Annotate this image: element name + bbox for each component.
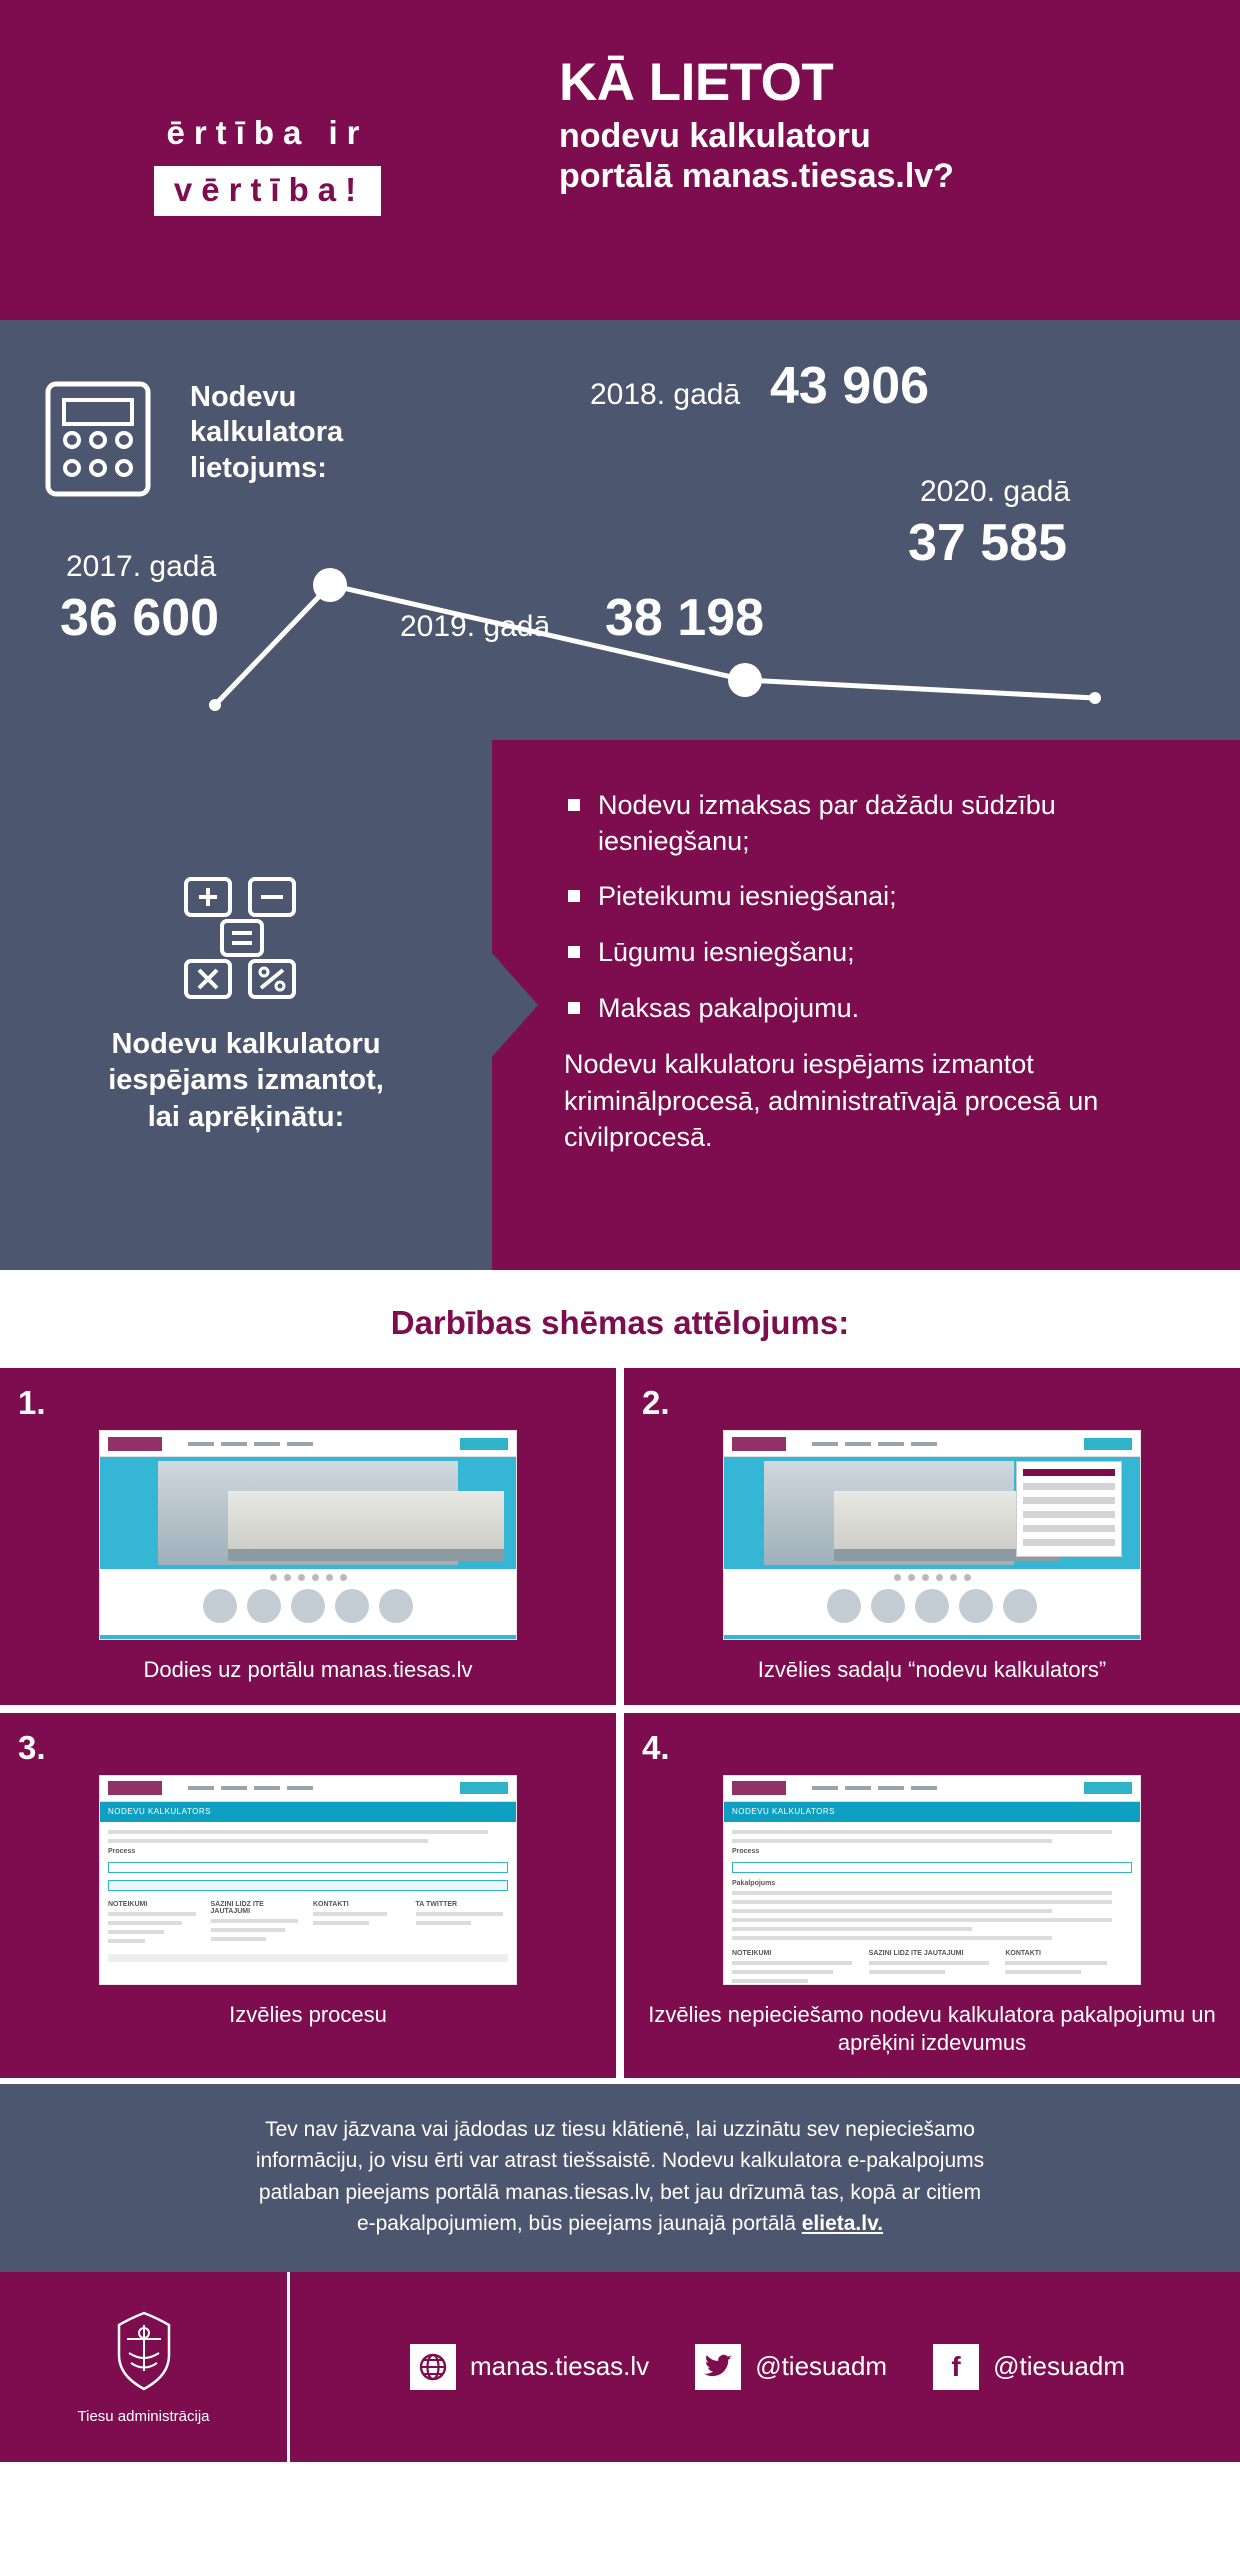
uses-band bbox=[0, 740, 1240, 1270]
step-1-caption: Dodies uz portālu manas.tiesas.lv bbox=[143, 1657, 473, 1682]
step-2-caption: Izvēlies sadaļu “nodevu kalkulators” bbox=[757, 1657, 1107, 1682]
step-3-screenshot: NODEVU KALKULATORS Process NOTEIKUMI SAZINI LIDZ ITE JAUTAJUMI KONTAKTI TA TWITTER bbox=[99, 1775, 517, 1985]
dropdown-menu-mock bbox=[1016, 1461, 1122, 1557]
list-item: Nodevu izmaksas par dažādu sūdzību iesniegšanu; bbox=[564, 788, 1194, 859]
uses-left-line-1: Nodevu kalkulatoru bbox=[111, 1028, 381, 1061]
coat-of-arms-icon bbox=[109, 2309, 179, 2398]
slogan-line-2: vērtība! bbox=[154, 166, 381, 216]
globe-icon bbox=[410, 2344, 456, 2390]
page-subtitle-line-2: portālā manas.tiesas.lv? bbox=[559, 157, 954, 196]
step-1-number: 1. bbox=[18, 1384, 46, 1421]
note-line-1: Tev nav jāzvana vai jādodas uz tiesu klātienē, lai uzzinātu sev nepieciešamo bbox=[265, 2117, 975, 2141]
footer-twitter[interactable] bbox=[695, 2344, 887, 2390]
step-4 bbox=[624, 1713, 1240, 2078]
step-4-number: 4. bbox=[642, 1728, 670, 1766]
uses-note: Nodevu kalkulatoru iespējams izmantot kriminālprocesā, administratīvajā procesā un civilprocesā. bbox=[564, 1049, 1099, 1152]
step-2-number: 2. bbox=[642, 1384, 670, 1421]
steps-grid bbox=[0, 1368, 1240, 2078]
list-item: Pieteikumu iesniegšanai; bbox=[564, 879, 1194, 915]
year-2020-value: 37 585 bbox=[908, 514, 1068, 572]
page-title: KĀ LIETOT bbox=[559, 53, 834, 112]
footer-facebook[interactable] bbox=[933, 2344, 1125, 2390]
step-1-screenshot bbox=[99, 1430, 517, 1640]
year-2017-value: 36 600 bbox=[60, 589, 220, 647]
slogan-block bbox=[0, 0, 535, 320]
uses-right-panel bbox=[492, 740, 1240, 1270]
footer-website[interactable] bbox=[410, 2344, 649, 2390]
year-2019-value: 38 198 bbox=[605, 589, 765, 647]
footer-facebook-handle: @tiesuadm bbox=[993, 2351, 1125, 2382]
step-4-panel-title: NODEVU KALKULATORS bbox=[724, 1802, 1140, 1822]
footer-twitter-handle: @tiesuadm bbox=[755, 2351, 888, 2382]
note-line-3: patlaban pieejams portālā manas.tiesas.lv, bet jau drīzumā tas, kopā ar citiem bbox=[258, 2180, 982, 2204]
header-title-block bbox=[535, 0, 1240, 320]
year-2019-label: 2019. gadā bbox=[400, 610, 551, 643]
note-line-2: informāciju, jo visu ērti var atrast tiešsaistē. Nodevu kalkulatora e-pakalpojums bbox=[255, 2149, 985, 2173]
uses-left-line-2: iespējams izmantot, bbox=[108, 1064, 384, 1097]
step-3-panel-title: NODEVU KALKULATORS bbox=[100, 1802, 516, 1822]
year-2018-value: 43 906 bbox=[770, 357, 930, 415]
note-band bbox=[0, 2084, 1240, 2272]
footer-logo-block bbox=[0, 2272, 290, 2462]
note-text bbox=[120, 2114, 1120, 2240]
list-item: Lūgumu iesniegšanu; bbox=[564, 935, 1194, 971]
usage-label-line-1: Nodevu bbox=[190, 381, 297, 413]
uses-left-text bbox=[108, 1026, 384, 1135]
step-2-screenshot bbox=[723, 1430, 1141, 1640]
uses-list bbox=[564, 788, 1194, 1026]
usage-label-line-3: lietojums: bbox=[190, 451, 327, 484]
calculator-keys-icon bbox=[182, 875, 310, 1006]
usage-label bbox=[190, 380, 343, 486]
facebook-icon: f bbox=[933, 2344, 979, 2390]
list-item: Maksas pakalpojumu. bbox=[564, 991, 1194, 1027]
footer bbox=[0, 2272, 1240, 2462]
twitter-icon bbox=[695, 2344, 741, 2390]
step-3-number: 3. bbox=[18, 1728, 46, 1766]
elieta-link[interactable]: elieta.lv. bbox=[801, 2212, 884, 2236]
usage-stats-band bbox=[0, 320, 1240, 740]
slogan-line-1: ērtība ir bbox=[166, 114, 369, 151]
step-4-screenshot: NODEVU KALKULATORS Process Pakalpojums NOTEIKUMI SAZINI LIDZ ITE JAUTAJUMI KONTAKTI bbox=[723, 1775, 1141, 1985]
year-2020-label: 2020. gadā bbox=[920, 475, 1071, 508]
step-3-caption: Izvēlies procesu bbox=[229, 2001, 387, 2027]
arrow-right-icon bbox=[492, 953, 538, 1057]
header bbox=[0, 0, 1240, 320]
scheme-section bbox=[0, 1270, 1240, 2084]
note-line-4: e-pakalpojumiem, būs pieejams jaunajā portālā bbox=[356, 2212, 802, 2236]
step-4-caption: Izvēlies nepieciešamo nodevu kalkulatora pakalpojumu un aprēķini izdevumus bbox=[648, 2001, 1216, 2056]
step-2 bbox=[624, 1368, 1240, 1705]
footer-website-label: manas.tiesas.lv bbox=[470, 2351, 650, 2382]
uses-left-panel bbox=[0, 740, 492, 1270]
footer-org-name: Tiesu administrācija bbox=[77, 2407, 210, 2425]
uses-left-line-3: lai aprēķinātu: bbox=[147, 1100, 345, 1133]
step-1 bbox=[0, 1368, 616, 1705]
scheme-title: Darbības shēmas attēlojums: bbox=[390, 1304, 850, 1341]
year-2017-label: 2017. gadā bbox=[66, 550, 217, 583]
year-2018-label: 2018. gadā bbox=[590, 378, 741, 411]
page-subtitle-line-1: nodevu kalkulatoru bbox=[559, 117, 871, 156]
calculator-icon bbox=[44, 380, 152, 503]
step-3 bbox=[0, 1713, 616, 2078]
footer-links bbox=[290, 2272, 1240, 2462]
usage-label-line-2: kalkulatora bbox=[190, 416, 344, 449]
